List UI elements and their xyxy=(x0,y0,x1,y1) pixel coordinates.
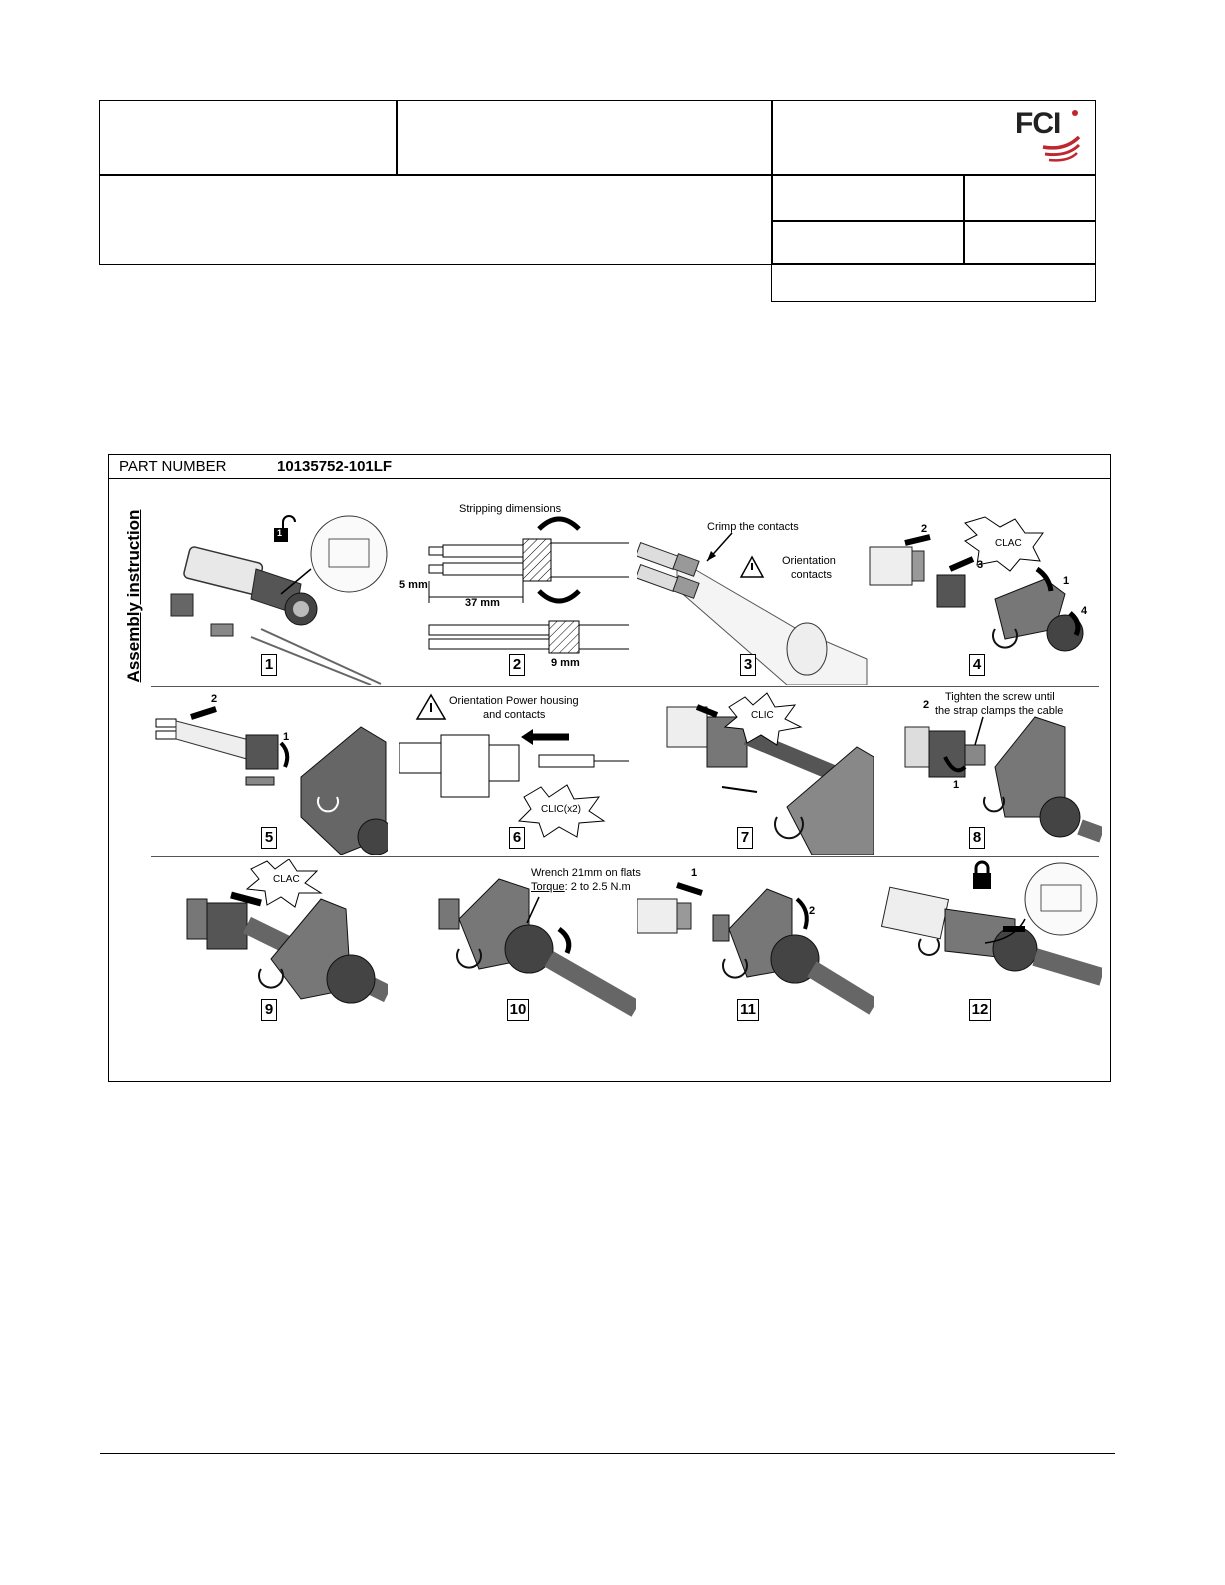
clic-caption: CLIC xyxy=(751,710,774,721)
step11-arrow-1: 1 xyxy=(691,867,698,879)
header-cell-description xyxy=(99,174,773,265)
contacts-caption: contacts xyxy=(791,569,832,581)
footer-divider xyxy=(100,1453,1115,1454)
step-number: 11 xyxy=(737,999,759,1021)
step8-arrow-1: 1 xyxy=(953,779,960,791)
step-number: 8 xyxy=(969,827,985,849)
step-1 xyxy=(151,499,388,673)
step4-arrow-3: 3 xyxy=(977,559,984,571)
assembly-panel xyxy=(108,454,1111,1082)
header-cell-r3 xyxy=(771,263,1096,302)
step8-arrow-2: 2 xyxy=(923,699,930,711)
orientation-power-caption: Orientation Power housing xyxy=(449,695,579,707)
step-11 xyxy=(637,859,874,1027)
dim-5mm: 5 mm xyxy=(399,579,428,591)
clic-x2-caption: CLIC(x2) xyxy=(541,804,582,815)
step-number: 6 xyxy=(509,827,525,849)
step-4 xyxy=(865,499,1102,673)
dim-37mm: 37 mm xyxy=(465,597,500,609)
part-number-label: PART NUMBER xyxy=(119,458,227,475)
step-9 xyxy=(151,859,388,1027)
step-3 xyxy=(637,499,874,673)
torque-caption: Torque: 2 to 2.5 N.m xyxy=(531,881,631,893)
step-10 xyxy=(399,859,641,1027)
tighten-caption-2: the strap clamps the cable xyxy=(935,705,1064,717)
header-cell-r1c1 xyxy=(771,174,965,222)
and-contacts-caption: and contacts xyxy=(483,709,546,721)
part-number-value: 10135752-101LF xyxy=(277,458,393,475)
step-number: 5 xyxy=(261,827,277,849)
step-number: 2 xyxy=(509,654,525,676)
step-number: 1 xyxy=(261,654,277,676)
header-cell-r2c2 xyxy=(963,220,1096,265)
step4-arrow-2: 2 xyxy=(921,523,928,535)
clac-caption: CLAC xyxy=(273,874,300,885)
step-12 xyxy=(865,859,1102,1027)
step-number: 12 xyxy=(969,999,991,1021)
step4-arrow-4: 4 xyxy=(1081,605,1088,617)
dim-9mm: 9 mm xyxy=(551,657,580,669)
crimp-caption: Crimp the contacts xyxy=(707,521,799,533)
row-separator-2 xyxy=(151,856,1099,857)
step4-arrow-1: 1 xyxy=(1063,575,1070,587)
step-8 xyxy=(865,687,1102,855)
header-cell-middle xyxy=(396,100,773,176)
step-5 xyxy=(151,687,388,855)
step-number: 7 xyxy=(737,827,753,849)
wrench-caption: Wrench 21mm on flats xyxy=(531,867,641,879)
step-number: 9 xyxy=(261,999,277,1021)
header-cell-r2c1 xyxy=(771,220,965,265)
header-cell-r1c2 xyxy=(963,174,1096,222)
step-number: 4 xyxy=(969,654,985,676)
clac-caption: CLAC xyxy=(995,538,1022,549)
stripping-caption: Stripping dimensions xyxy=(459,503,562,515)
step-2 xyxy=(399,499,636,673)
fci-logo: FCI xyxy=(1013,107,1083,165)
step-6 xyxy=(399,687,636,855)
step5-arrow-1: 1 xyxy=(283,731,290,743)
side-title: Assembly instruction xyxy=(124,509,143,683)
part-number-bar xyxy=(109,455,1110,479)
step-number: 3 xyxy=(740,654,756,676)
step-7 xyxy=(637,687,874,855)
step-number: 10 xyxy=(507,999,529,1021)
orientation-caption: Orientation xyxy=(782,555,836,567)
header-cell-logo xyxy=(771,100,1096,176)
step5-arrow-2: 2 xyxy=(211,693,218,705)
step11-arrow-2: 2 xyxy=(809,905,816,917)
tighten-caption-1: Tighten the screw until xyxy=(945,691,1055,703)
header-cell-left xyxy=(99,100,398,176)
lock-badge: 1 xyxy=(277,528,283,538)
